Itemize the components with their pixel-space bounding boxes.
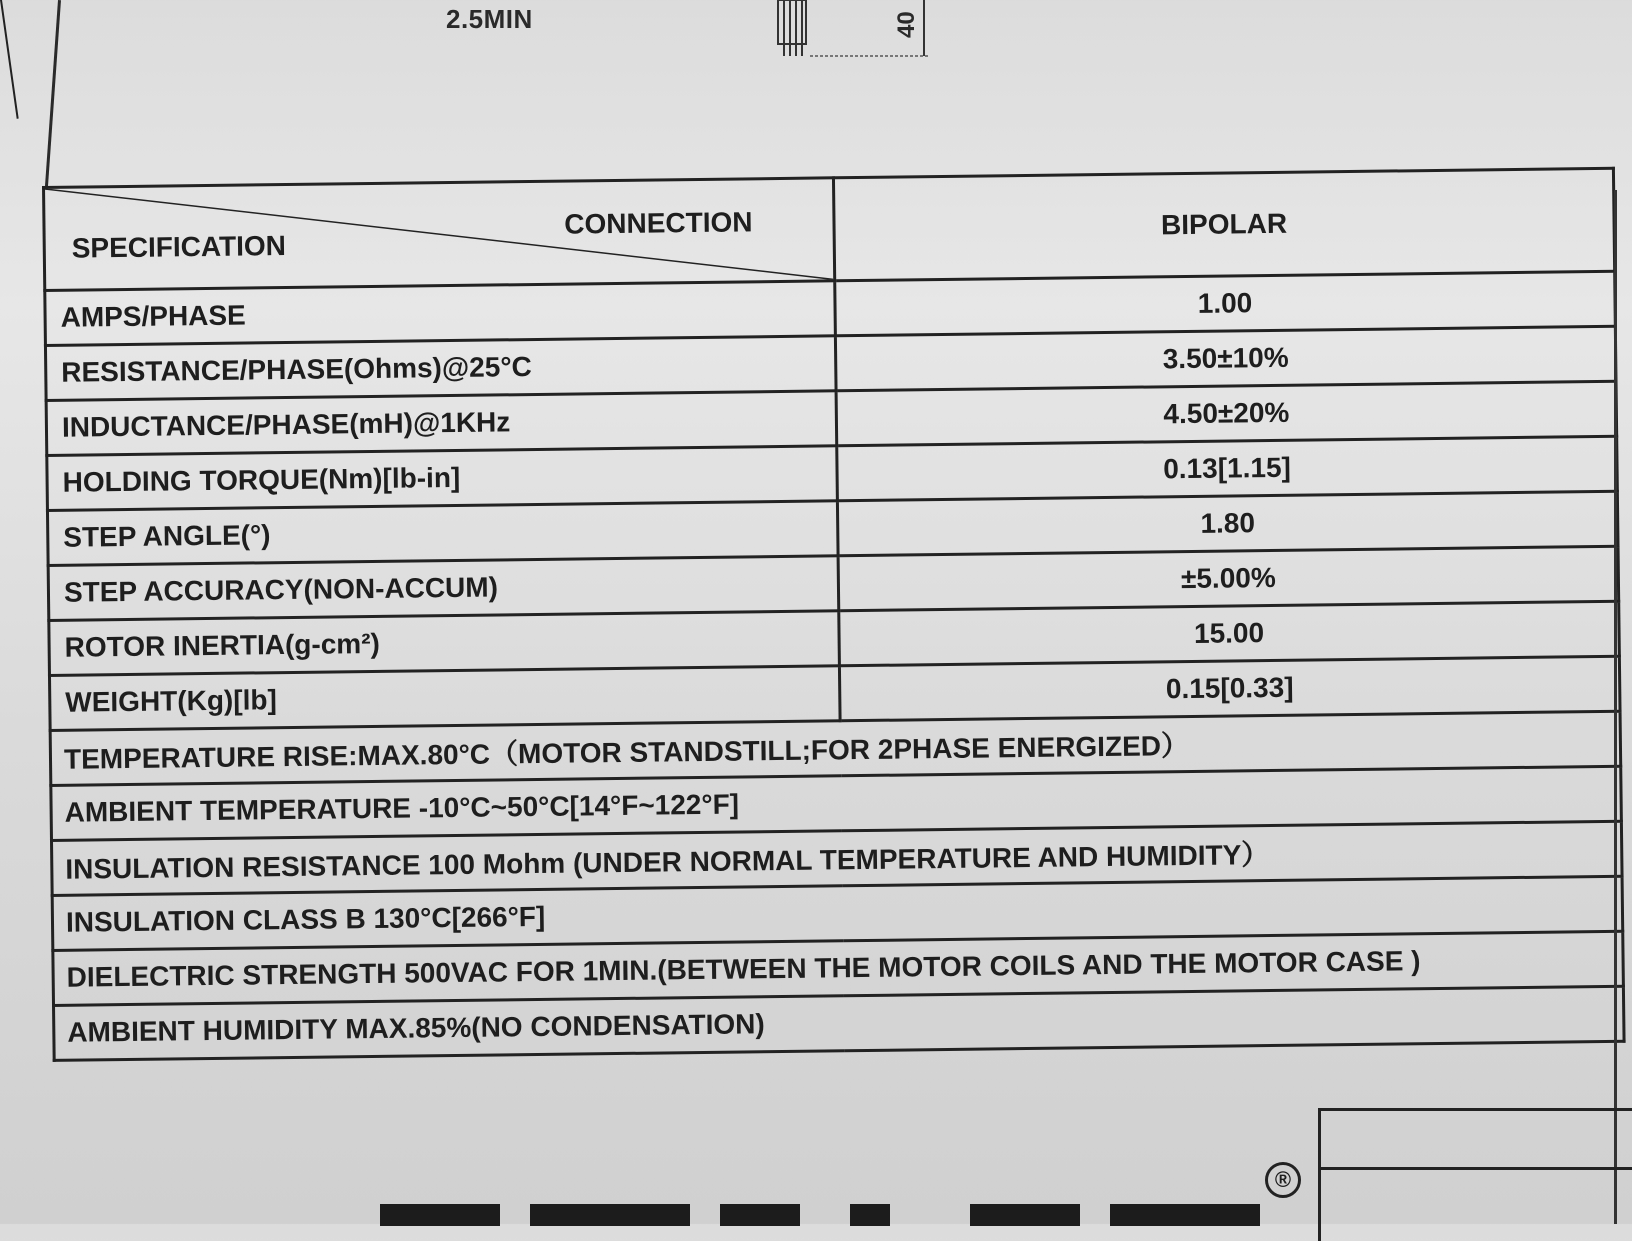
paper-edge (0, 0, 19, 119)
row-label: ROTOR INERTIA(g-cm²) (49, 611, 840, 676)
row-value: 3.50±10% (835, 326, 1616, 391)
diagonal-header-cell (44, 178, 835, 291)
registered-mark-icon: ® (1265, 1162, 1301, 1198)
row-label: WEIGHT(Kg)[lb] (49, 666, 840, 731)
row-value: 0.15[0.33] (839, 656, 1620, 721)
row-value: 1.80 (837, 491, 1618, 556)
title-block (1318, 1108, 1632, 1241)
row-value: 15.00 (839, 601, 1620, 666)
note-insulation-class: INSULATION CLASS B 130°C[266°F] (52, 876, 1623, 950)
row-label: STEP ANGLE(°) (47, 501, 838, 566)
note-ambient-humidity: AMBIENT HUMIDITY MAX.85%(NO CONDENSATION) (54, 986, 1625, 1060)
spec-table (42, 167, 1626, 1062)
dimension-label: 40 (893, 11, 920, 38)
row-label: RESISTANCE/PHASE(Ohms)@25°C (45, 336, 836, 401)
note-insulation-resistance: INSULATION RESISTANCE 100 Mohm (UNDER NORMAL TEMPERATURE AND HUMIDITY） (51, 821, 1622, 895)
bipolar-header: BIPOLAR (833, 168, 1614, 281)
note-ambient-temperature: AMBIENT TEMPERATURE -10°C~50°C[14°F~122°F] (51, 766, 1622, 840)
row-value: ±5.00% (838, 546, 1619, 611)
note-dielectric-strength: DIELECTRIC STRENGTH 500VAC FOR 1MIN.(BETWEEN THE MOTOR COILS AND THE MOTOR CASE ) (53, 931, 1624, 1005)
row-label: STEP ACCURACY(NON-ACCUM) (48, 556, 839, 621)
row-value: 0.13[1.15] (837, 436, 1618, 501)
row-value: 4.50±20% (836, 381, 1617, 446)
row-label: HOLDING TORQUE(Nm)[lb-in] (47, 446, 838, 511)
cable-strip-label: 2.5MIN (446, 4, 533, 34)
specification-label: SPECIFICATION (71, 230, 287, 264)
row-value: 1.00 (835, 271, 1616, 336)
table-header-row (44, 168, 1615, 290)
row-label: INDUCTANCE/PHASE(mH)@1KHz (46, 391, 837, 456)
connection-label: CONNECTION (564, 206, 753, 240)
drawing-border (45, 0, 61, 190)
note-temperature-rise: TEMPERATURE RISE:MAX.80°C（MOTOR STANDSTILL;FOR 2PHASE ENERGIZED） (50, 711, 1621, 785)
title-block-divider (1321, 1167, 1632, 1170)
brand-logo (380, 1196, 1280, 1226)
page-border-right (1614, 190, 1617, 1224)
row-label: AMPS/PHASE (45, 281, 836, 346)
